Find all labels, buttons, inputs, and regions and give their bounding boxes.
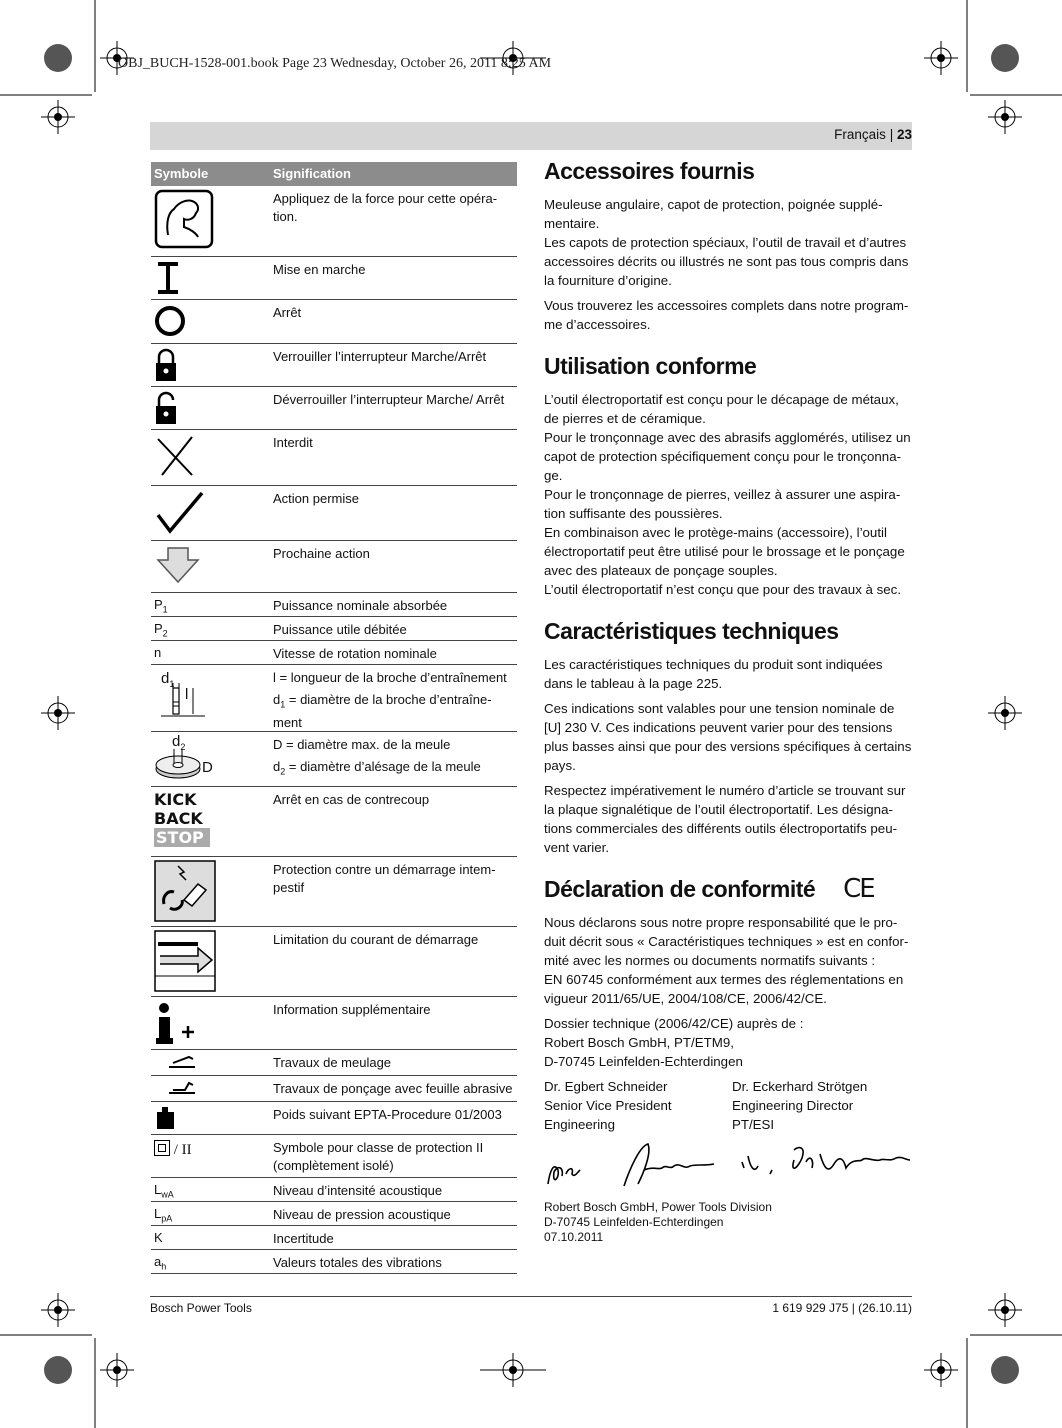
protection-class-icon	[154, 1138, 264, 1159]
paragraph: L’outil électroportatif est conçu pour le décapage de métaux, de pierres et de céramique.	[544, 392, 899, 426]
table-row	[151, 617, 517, 641]
protection-class-text: / II	[173, 1142, 192, 1158]
row-symbol: $L_{pA}$	[154, 1206, 173, 1224]
table-row	[151, 257, 517, 300]
header-language: Français	[834, 127, 886, 142]
row-text-line1: D = diamètre max. de la meule	[273, 737, 451, 752]
table-row	[151, 1250, 517, 1274]
back-label: BACK	[154, 809, 203, 828]
row-text: Niveau d’intensité acoustique	[273, 1183, 443, 1198]
row-symbol: K	[154, 1230, 163, 1245]
table-row	[151, 593, 517, 617]
header-separator: |	[889, 127, 894, 142]
conformity-title-text: Déclaration de conformité	[544, 876, 816, 902]
print-info-line: OBJ_BUCH-1528-001.book Page 23 Wednesday, October 26, 2011 8:25 AM	[118, 56, 552, 71]
table-row	[151, 300, 517, 344]
section-title-specs: Caractéristiques techniques	[544, 618, 839, 644]
table-row	[151, 787, 517, 857]
paragraph: Pour le tronçonnage avec des abrasifs agglomérés, utilisez un capot de protection spécifiquement conçu pour le tronçonna-ge.	[544, 430, 911, 483]
row-symbol: $a_h$	[154, 1254, 167, 1272]
row-text: Niveau de pression acoustique	[273, 1207, 451, 1222]
disc-label-d: $d_2$	[172, 733, 186, 752]
ce-mark-icon: CE	[843, 874, 874, 904]
disc-label-D: D	[202, 759, 213, 776]
table-row	[151, 1102, 517, 1135]
section-title-accessories: Accessoires fournis	[544, 158, 755, 184]
footer-divider	[150, 1296, 912, 1297]
restart-protection-icon	[154, 860, 216, 922]
row-symbol: $P_2$	[154, 621, 168, 639]
table-row	[151, 1076, 517, 1102]
right-column	[544, 157, 912, 1245]
table-row	[151, 927, 517, 997]
row-text-line1: l = longueur de la broche d’entraînement	[273, 670, 507, 685]
row-text: Interdit	[273, 435, 313, 450]
paragraph: Nous déclarons sous notre propre responsabilité que le pro-duit décrit sous « Caractéristiques techniques » est en confor-mité avec les normes ou documents normatifs suivants :	[544, 915, 909, 968]
signatories	[544, 1077, 912, 1134]
table-row	[151, 1135, 517, 1178]
table-row	[151, 344, 517, 387]
address2-line: D-70745 Leinfelden-Echterdingen	[544, 1215, 724, 1229]
table-row	[151, 732, 517, 787]
table-row	[151, 1226, 517, 1250]
header-bar	[150, 122, 912, 150]
row-text: Action permise	[273, 491, 359, 506]
force-icon	[154, 189, 214, 249]
power-on-icon	[154, 260, 182, 296]
company2-line: Robert Bosch GmbH, Power Tools Division	[544, 1200, 772, 1214]
kickback-stop-icon	[154, 790, 210, 847]
grinding-icon	[167, 1053, 197, 1073]
row-text: Puissance utile débitée	[273, 622, 407, 637]
table-row	[151, 541, 517, 593]
section-title-conformity	[544, 875, 912, 903]
table-row	[151, 997, 517, 1050]
cross-icon	[154, 433, 198, 479]
header-meaning: Signification	[273, 166, 351, 181]
signatory-dept: PT/ESI	[732, 1117, 775, 1132]
signatory-title: Engineering Director	[732, 1098, 854, 1113]
weight-icon	[154, 1105, 178, 1131]
paragraph: En combinaison avec le protège-mains (accessoire), l’outil électroportatif peut être utilisé pour le brossage et le ponçage avec des plateaux de ponçage souples.	[544, 525, 905, 578]
signatory-name: Dr. Eckerhard Strötgen	[732, 1079, 868, 1094]
paragraph: L’outil électroportatif n’est conçu que pour des travaux à sec.	[544, 582, 902, 597]
paragraph: Les capots de protection spéciaux, l’outil de travail et d’autres accessoires décrits ou illustrés ne sont pas tous compris dans la fourniture d’origine.	[544, 235, 909, 288]
row-text: Travaux de meulage	[273, 1055, 392, 1070]
signatory-2	[732, 1077, 920, 1134]
table-row	[151, 641, 517, 665]
power-off-icon	[154, 303, 188, 339]
signatory-1	[544, 1077, 732, 1134]
row-text	[273, 669, 519, 732]
row-text: Poids suivant EPTA-Procedure 01/2003	[273, 1107, 502, 1122]
row-text: Symbole pour classe de protection II (complètement isolé)	[273, 1140, 484, 1173]
row-text: Arrêt en cas de contrecoup	[273, 792, 430, 807]
row-text-line2: $d_1$ = diamètre de la broche d’entraîne-ment	[273, 692, 492, 730]
row-text: Verrouiller l’interrupteur Marche/Arrêt	[273, 349, 487, 364]
unlock-icon	[154, 390, 178, 426]
row-text: Mise en marche	[273, 262, 366, 277]
table-row	[151, 1178, 517, 1202]
table-row	[151, 857, 517, 927]
check-icon	[154, 489, 206, 537]
symbol-table	[151, 162, 517, 1274]
paragraph: EN 60745 conformément aux termes des réglementations en vigueur 2011/65/UE, 2004/108/CE, 2006/42/CE.	[544, 972, 904, 1006]
paragraph: Respectez impérativement le numéro d’article se trouvant sur la plaque signalétique de l’outil électroportatif. Les désigna-tions commerciales des différents outils électroportatifs peu-vent varier.	[544, 783, 906, 855]
row-text: Protection contre un démarrage intem-pestif	[273, 862, 496, 895]
paragraph: Ces indications sont valables pour une tension nominale de [U] 230 V. Ces indications peuvent varier pour des tensions plus basses ainsi que pour des versions spécifiques à certains pays.	[544, 701, 912, 773]
table-row	[151, 486, 517, 541]
address-line: D-70745 Leinfelden-Echterdingen	[544, 1054, 743, 1069]
row-text: Valeurs totales des vibrations	[273, 1255, 442, 1270]
paragraph: Les caractéristiques techniques du produit sont indiquées dans le tableau à la page 225.	[544, 657, 883, 691]
info-plus-icon	[154, 1000, 198, 1046]
row-text: Prochaine action	[273, 546, 370, 561]
header-symbol: Symbole	[154, 166, 209, 181]
signatory-title: Senior Vice President	[544, 1098, 672, 1113]
page-number: 23	[896, 127, 912, 142]
soft-start-icon	[154, 930, 216, 992]
row-symbol: n	[154, 645, 162, 660]
sanding-icon	[167, 1079, 197, 1099]
signatory-dept: Engineering	[544, 1117, 615, 1132]
stop-label: STOP	[154, 828, 210, 847]
row-text: Déverrouiller l’interrupteur Marche/ Arrêt	[273, 392, 505, 407]
kick-label: KICK	[154, 790, 197, 809]
row-text: Travaux de ponçage avec feuille abrasive	[273, 1081, 513, 1096]
table-row	[151, 387, 517, 430]
footer-brand: Bosch Power Tools	[150, 1301, 252, 1315]
row-text: Vitesse de rotation nominale	[273, 646, 437, 661]
row-text: Puissance nominale absorbée	[273, 598, 448, 613]
row-symbol: $P_1$	[154, 597, 168, 615]
footer-doc-id: 1 619 929 J75 | (26.10.11)	[772, 1301, 912, 1315]
row-text: Appliquez de la force pour cette opéra-tion.	[273, 191, 498, 224]
paragraph: Pour le tronçonnage de pierres, veillez à assurer une aspira-tion suffisante des poussières.	[544, 487, 901, 521]
row-text	[273, 736, 519, 781]
lock-icon	[154, 347, 178, 383]
table-row	[151, 1202, 517, 1226]
company-line: Robert Bosch GmbH, PT/ETM9,	[544, 1035, 734, 1050]
signatory-name: Dr. Egbert Schneider	[544, 1079, 668, 1094]
table-header	[151, 162, 517, 186]
arrow-down-icon	[154, 544, 202, 586]
table-row	[151, 430, 517, 486]
signatures-image	[544, 1140, 912, 1196]
section-title-usage: Utilisation conforme	[544, 353, 757, 379]
paragraph: Meuleuse angulaire, capot de protection, poignée supplé-mentaire.	[544, 197, 883, 231]
row-text: Incertitude	[273, 1231, 334, 1246]
spindle-label-d: $d_1$	[161, 670, 175, 689]
page-header	[834, 127, 912, 142]
dossier-line: Dossier technique (2006/42/CE) auprès de :	[544, 1016, 804, 1031]
row-text: Limitation du courant de démarrage	[273, 932, 479, 947]
table-row	[151, 665, 517, 732]
row-text: Arrêt	[273, 305, 302, 320]
spindle-label-l: l	[185, 686, 189, 703]
row-text: Information supplémentaire	[273, 1002, 431, 1017]
row-text-line2: $d_2$ = diamètre d’alésage de la meule	[273, 759, 481, 777]
paragraph: Vous trouverez les accessoires complets dans notre program-me d’accessoires.	[544, 298, 909, 332]
table-row	[151, 1050, 517, 1076]
date-line: 07.10.2011	[544, 1230, 604, 1244]
table-row	[151, 186, 517, 257]
row-symbol: $L_{wA}$	[154, 1182, 174, 1200]
